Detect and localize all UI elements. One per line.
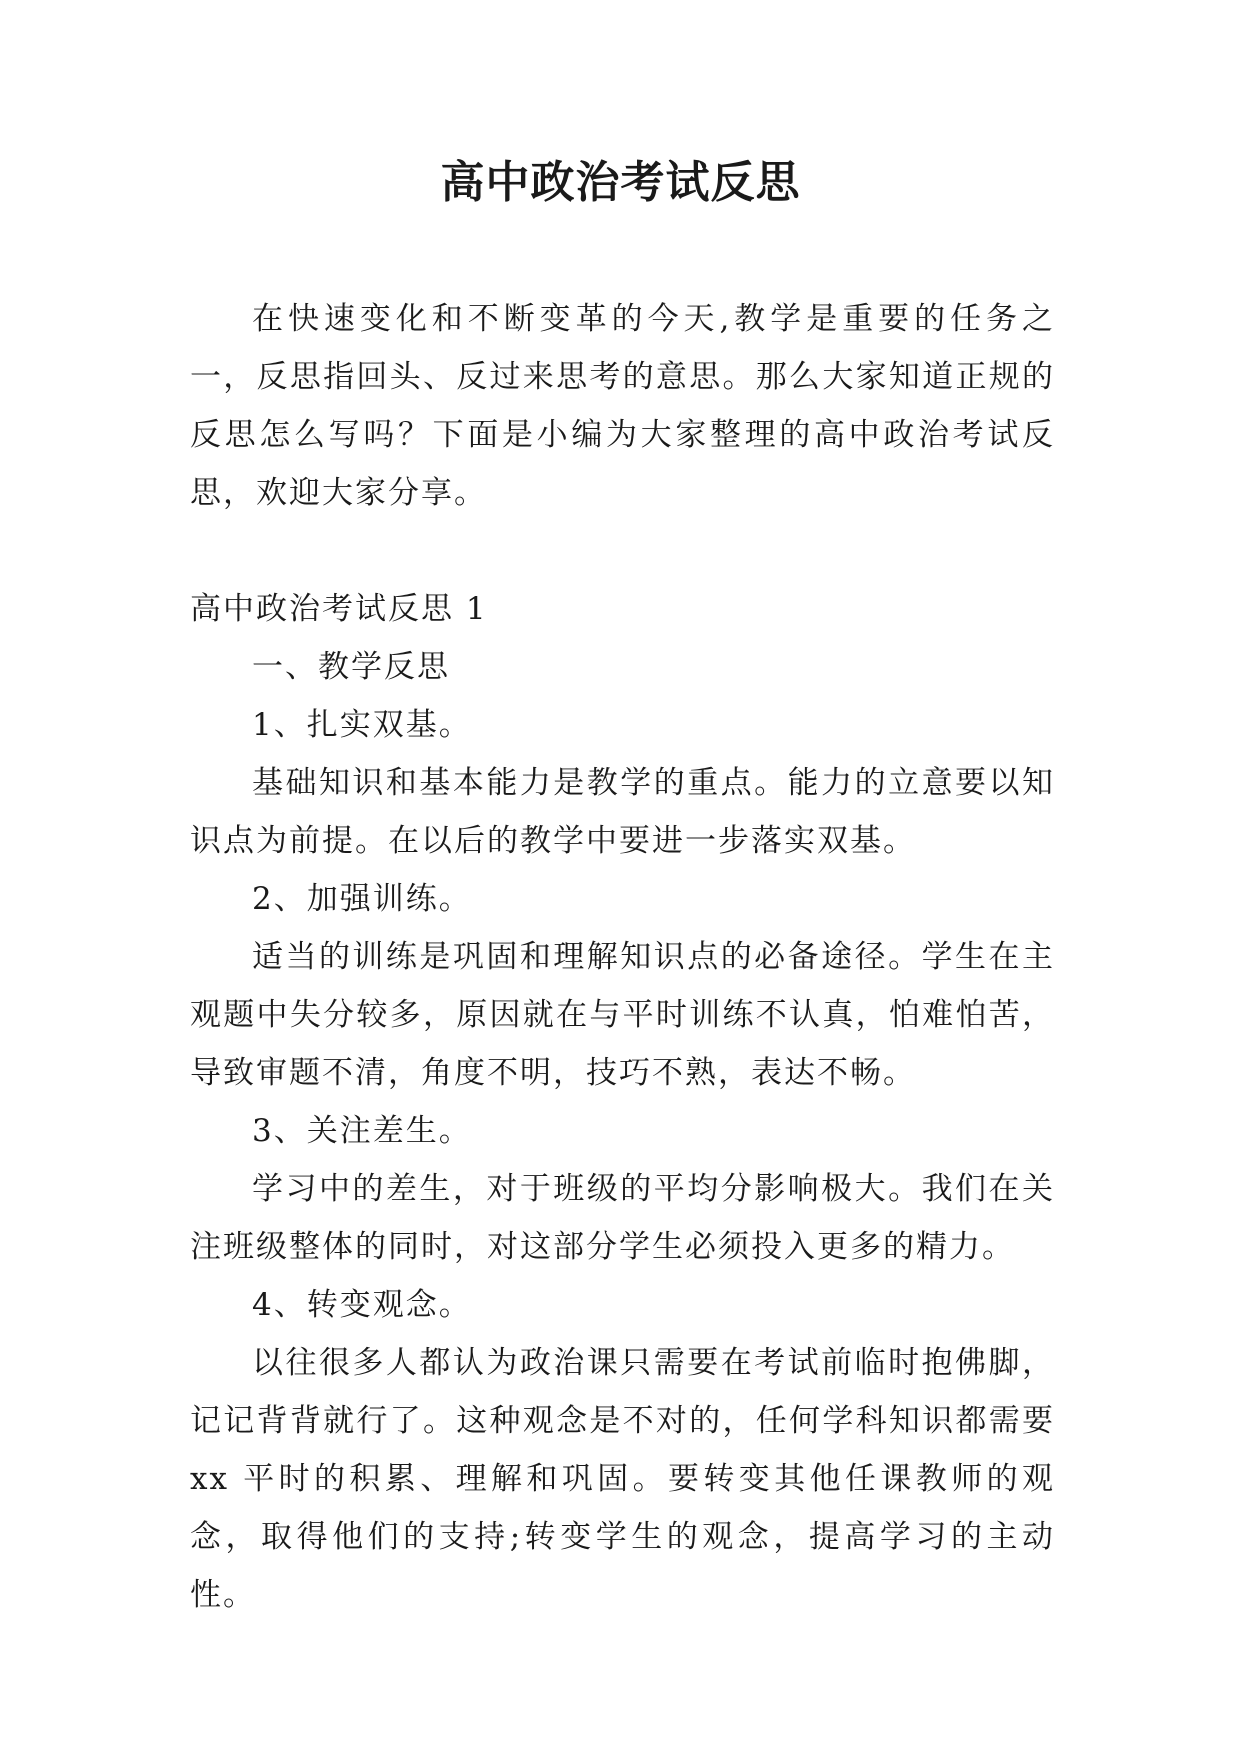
item-3-title: 3、关注差生。 <box>252 1113 472 1149</box>
item-1-title: 1、扎实双基。 <box>252 707 472 743</box>
document-title: 高中政治考试反思 <box>440 157 801 208</box>
paragraph-spacer <box>190 522 1055 580</box>
item-1-body: 基础知识和基本能力是教学的重点。能力的立意要以知识点为前提。在以后的教学中要进一步落实双基。 <box>190 765 1055 859</box>
item-4-body: 以往很多人都认为政治课只需要在考试前临时抱佛脚，记记背背就行了。这种观念是不对的，任何学科知识都需要 xx 平时的积累、理解和巩固。要转变其他任课教师的观念，取得他们的支持;转变学生的观念，提高学习的主动性。 <box>190 1345 1055 1613</box>
item-2-body: 适当的训练是巩固和理解知识点的必备途径。学生在主观题中失分较多，原因就在与平时训练不认真，怕难怕苦，导致审题不清，角度不明，技巧不熟，表达不畅。 <box>190 939 1055 1091</box>
document-body <box>190 290 1055 1624</box>
item-4-title: 4、转变观念。 <box>252 1287 472 1323</box>
section-title: 高中政治考试反思 1 <box>190 591 488 627</box>
item-2-title: 2、加强训练。 <box>252 881 472 917</box>
heading-teaching-reflection: 一、教学反思 <box>252 649 450 685</box>
intro-paragraph: 在快速变化和不断变革的今天,教学是重要的任务之一，反思指回头、反过来思考的意思。那么大家知道正规的反思怎么写吗？下面是小编为大家整理的高中政治考试反思，欢迎大家分享。 <box>190 301 1055 511</box>
item-3-body: 学习中的差生，对于班级的平均分影响极大。我们在关注班级整体的同时，对这部分学生必须投入更多的精力。 <box>190 1171 1055 1265</box>
